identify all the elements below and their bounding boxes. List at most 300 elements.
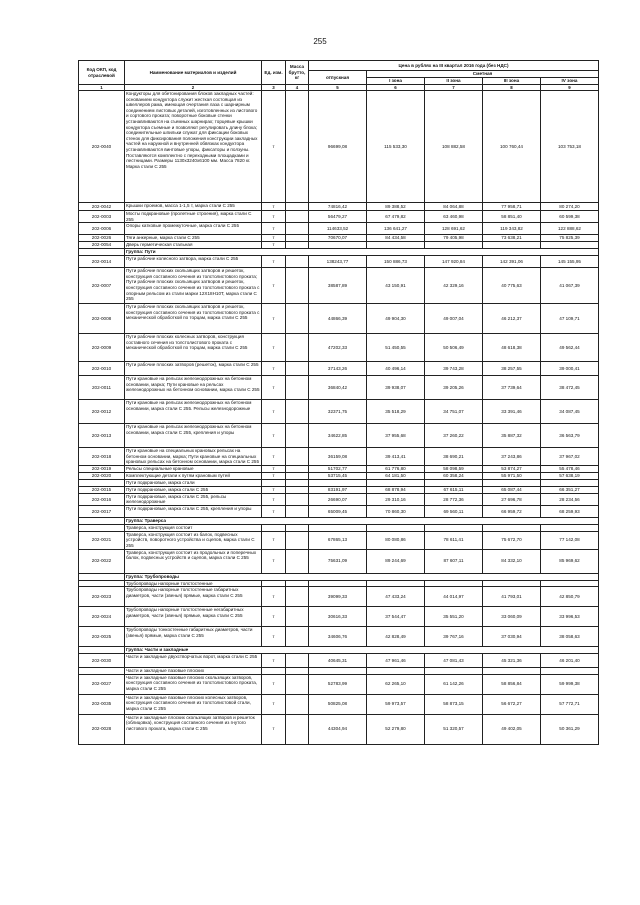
code-cell: 202-0054: [79, 242, 125, 249]
mass-cell: [286, 211, 309, 223]
zone-2-price-cell: [425, 242, 483, 249]
table-body: [79, 91, 599, 745]
release-price-cell: 40645,31: [309, 654, 367, 668]
zone-3-price-cell: 73 638,21: [483, 235, 541, 242]
table-row: [79, 549, 599, 573]
zone-4-price-cell: 38 058,63: [541, 627, 599, 647]
mass-cell: [286, 91, 309, 203]
col-number: 5: [309, 85, 367, 91]
header-delivery: Сметная: [367, 71, 599, 78]
zone-4-price-cell: [541, 480, 599, 487]
zone-4-price-cell: 50 361,29: [541, 714, 599, 744]
page-number: 255: [313, 37, 327, 46]
zone-2-price-cell: 108 882,58: [425, 91, 483, 203]
zone-2-price-cell: [425, 668, 483, 675]
mass-cell: [286, 268, 309, 304]
table-row: [79, 473, 599, 480]
zone-4-price-cell: 38 472,45: [541, 376, 599, 400]
zone-4-price-cell: [541, 668, 599, 675]
zone-1-price-cell: 136 641,27: [367, 223, 425, 235]
zone-1-price-cell: 80 080,86: [367, 531, 425, 549]
table-row: [79, 587, 599, 607]
mass-cell: [286, 654, 309, 668]
name-cell: Части и закладные плоских скользящих затворов и решеток (облицовка), конструкция составного сечения из гнутого листового проката, марка стали С 255: [125, 714, 262, 744]
mass-cell: [286, 376, 309, 400]
group-code-cell: [79, 647, 125, 654]
unit-cell: т: [262, 91, 286, 203]
mass-cell: [286, 448, 309, 466]
zone-2-price-cell: 79 405,98: [425, 235, 483, 242]
name-cell: Рельсы специальные крановые: [125, 466, 262, 473]
name-cell: Трубопроводы тонкостенные габаритных диаметров, части (звенья) прямые, марка стали С 255: [125, 627, 262, 647]
zone-3-price-cell: [483, 668, 541, 675]
header-release: отпускная: [309, 71, 367, 85]
zone-1-price-cell: 59 973,57: [367, 694, 425, 714]
unit-cell: т: [262, 627, 286, 647]
code-cell: [79, 668, 125, 675]
mass-cell: [286, 223, 309, 235]
release-price-cell: 56479,27: [309, 211, 367, 223]
code-cell: 202-0009: [79, 334, 125, 362]
release-price-cell: 50825,08: [309, 694, 367, 714]
release-price-cell: 38587,89: [309, 268, 367, 304]
table-row: [79, 580, 599, 587]
name-cell: Пути подкрановые, марка стали С 255, крепления и упоры: [125, 505, 262, 517]
mass-cell: [286, 400, 309, 424]
unit-cell: т: [262, 466, 286, 473]
zone-1-price-cell: 43 150,91: [367, 268, 425, 304]
zone-4-price-cell: 33 996,53: [541, 607, 599, 627]
zone-1-price-cell: [367, 580, 425, 587]
zone-2-price-cell: [425, 524, 483, 531]
name-cell: Трубопроводы напорные толстостенные негабаритных диаметров, части (звенья) прямые, марка стали С 255: [125, 607, 262, 627]
code-cell: 202-0024: [79, 607, 125, 627]
name-cell: Пути рабочие плоских колесных затворов, конструкция составного сечения из толстолистового проката с механической обработкой по торцам, марка стали С 255: [125, 334, 262, 362]
zone-3-price-cell: 35 887,32: [483, 424, 541, 448]
mass-cell: [286, 580, 309, 587]
name-cell: Части и закладные пазовые плоских колесных затворов, конструкция составного сечения из толстолистовой стали, марка стали С 255: [125, 694, 262, 714]
unit-cell: т: [262, 714, 286, 744]
unit-cell: т: [262, 242, 286, 249]
zone-1-price-cell: 40 496,14: [367, 362, 425, 376]
unit-cell: т: [262, 505, 286, 517]
code-cell: 202-0022: [79, 549, 125, 573]
table-row: [79, 334, 599, 362]
zone-2-price-cell: 42 329,16: [425, 268, 483, 304]
name-cell: Пути крановые на рельсах железнодорожных на бетонном основании, марка стали С 255, крепления и упоры: [125, 424, 262, 448]
code-cell: 202-0017: [79, 505, 125, 517]
zone-4-price-cell: [541, 580, 599, 587]
name-cell: Пути крановые на рельсах железнодорожных на бетонном основании, марка стали С 255. Рельсы железнодорожные: [125, 400, 262, 424]
release-price-cell: 34622,85: [309, 424, 367, 448]
unit-cell: [262, 480, 286, 487]
zone-1-price-cell: 47 433,24: [367, 587, 425, 607]
zone-1-price-cell: 49 904,30: [367, 304, 425, 334]
mass-cell: [286, 505, 309, 517]
unit-cell: [262, 524, 286, 531]
zone-1-price-cell: 64 181,50: [367, 473, 425, 480]
code-cell: 202-0042: [79, 203, 125, 211]
zone-4-price-cell: 75 825,39: [541, 235, 599, 242]
zone-3-price-cell: 45 321,36: [483, 654, 541, 668]
release-price-cell: [309, 480, 367, 487]
group-code-cell: [79, 573, 125, 580]
name-cell: Траверса, конструкция состоит: [125, 524, 262, 531]
mass-cell: [286, 486, 309, 493]
zone-2-price-cell: 58 098,59: [425, 466, 483, 473]
release-price-cell: 74816,42: [309, 203, 367, 211]
table-row: [79, 424, 599, 448]
zone-3-price-cell: 33 060,09: [483, 607, 541, 627]
unit-cell: т: [262, 235, 286, 242]
release-price-cell: 75631,09: [309, 549, 367, 573]
zone-4-price-cell: [541, 242, 599, 249]
release-price-cell: 34606,76: [309, 627, 367, 647]
zone-4-price-cell: 68 259,93: [541, 505, 599, 517]
zone-4-price-cell: 36 563,79: [541, 424, 599, 448]
name-cell: Пути крановые на рельсах железнодорожных на бетонном основании, марка; Пути крановые на рельсах железнодорожных на бетонном основании, марка стали С 255: [125, 376, 262, 400]
mass-cell: [286, 493, 309, 505]
mass-cell: [286, 242, 309, 249]
zone-2-price-cell: [425, 580, 483, 587]
unit-cell: т: [262, 549, 286, 573]
code-cell: 202-0018: [79, 448, 125, 466]
zone-3-price-cell: 27 696,78: [483, 493, 541, 505]
zone-1-price-cell: 39 413,41: [367, 448, 425, 466]
zone-2-price-cell: 49 007,04: [425, 304, 483, 334]
zone-3-price-cell: 100 760,44: [483, 91, 541, 203]
name-cell: Части и закладные пазовые плоских скользящих затворов, конструкция составного сечения из толстолистового проката, марка стали С 255: [125, 674, 262, 694]
header-zone-1: I зона: [367, 78, 425, 85]
zone-1-price-cell: 89 244,69: [367, 549, 425, 573]
zone-4-price-cell: 77 142,08: [541, 531, 599, 549]
zone-1-price-cell: 115 533,30: [367, 91, 425, 203]
zone-3-price-cell: 41 793,01: [483, 587, 541, 607]
mass-cell: [286, 334, 309, 362]
zone-2-price-cell: 47 081,43: [425, 654, 483, 668]
release-price-cell: 37143,26: [309, 362, 367, 376]
code-cell: [79, 480, 125, 487]
unit-cell: т: [262, 654, 286, 668]
zone-1-price-cell: 150 886,73: [367, 256, 425, 268]
mass-cell: [286, 668, 309, 675]
name-cell: Тяги анкерные, марка стали С 255: [125, 235, 262, 242]
header-mass: Масса брутто, кг: [286, 61, 309, 85]
col-number: 8: [483, 85, 541, 91]
table-row: [79, 714, 599, 744]
release-price-cell: 96699,08: [309, 91, 367, 203]
group-code-cell: [79, 249, 125, 256]
table-row: [79, 674, 599, 694]
unit-cell: т: [262, 448, 286, 466]
release-price-cell: 47202,33: [309, 334, 367, 362]
unit-cell: т: [262, 256, 286, 268]
header-zone-4: IV зона: [541, 78, 599, 85]
release-price-cell: 114633,52: [309, 223, 367, 235]
code-cell: 202-0006: [79, 223, 125, 235]
table-row: [79, 654, 599, 668]
mass-cell: [286, 256, 309, 268]
unit-cell: [262, 580, 286, 587]
code-cell: 202-0028: [79, 714, 125, 744]
code-cell: 202-0010: [79, 362, 125, 376]
zone-2-price-cell: 69 560,11: [425, 505, 483, 517]
name-cell: Дверь герметическая стальная: [125, 242, 262, 249]
table-row: [79, 480, 599, 487]
header-code: Код ОКП, код отраслевой: [79, 61, 125, 85]
release-price-cell: [309, 668, 367, 675]
zone-4-price-cell: 41 067,39: [541, 268, 599, 304]
unit-cell: т: [262, 268, 286, 304]
unit-cell: т: [262, 587, 286, 607]
name-cell: Пути подкрановые, марка стали С 255: [125, 486, 262, 493]
release-price-cell: 30616,33: [309, 607, 367, 627]
name-cell: Пути подкрановые, марка стали: [125, 480, 262, 487]
table-row: [79, 223, 599, 235]
zone-2-price-cell: 50 506,49: [425, 334, 483, 362]
table-row: [79, 268, 599, 304]
name-cell: Части и закладные двухстворчатых ворот, марка стали С 255: [125, 654, 262, 668]
table-row: [79, 694, 599, 714]
table-row: [79, 524, 599, 531]
table-row: [79, 242, 599, 249]
mass-cell: [286, 466, 309, 473]
name-cell: Пути крановые на специальных крановых рельсах на бетонном основании, марка; Пути крановые на специальных крановых рельсах на бетонном основании, марка стали С 255: [125, 448, 262, 466]
mass-cell: [286, 531, 309, 549]
header-zone-3: III зона: [483, 78, 541, 85]
zone-3-price-cell: 56 672,27: [483, 694, 541, 714]
zone-1-price-cell: 37 544,47: [367, 607, 425, 627]
zone-4-price-cell: 57 638,19: [541, 473, 599, 480]
zone-2-price-cell: [425, 480, 483, 487]
name-cell: Пути подкрановые, марка стали С 255, рельсы железнодорожные: [125, 493, 262, 505]
col-number: 2: [125, 85, 262, 91]
zone-4-price-cell: 103 753,18: [541, 91, 599, 203]
header-zone-2: II зона: [425, 78, 483, 85]
zone-3-price-cell: 40 775,63: [483, 268, 541, 304]
zone-3-price-cell: 38 257,55: [483, 362, 541, 376]
code-cell: [79, 524, 125, 531]
group-title: Группа: Пути: [125, 249, 599, 256]
zone-1-price-cell: [367, 480, 425, 487]
zone-4-price-cell: 46 201,40: [541, 654, 599, 668]
release-price-cell: 36840,42: [309, 376, 367, 400]
code-cell: [79, 580, 125, 587]
code-cell: 202-0040: [79, 91, 125, 203]
unit-cell: т: [262, 400, 286, 424]
header-name: Наименование материалов и изделий: [125, 61, 262, 85]
name-cell: Траверса, конструкция состоит из балок, подвесных устройств, поворотного устройства и сцепов, марка стали С 255: [125, 531, 262, 549]
table-row: [79, 466, 599, 473]
code-cell: 202-0025: [79, 627, 125, 647]
zone-4-price-cell: 37 967,02: [541, 448, 599, 466]
mass-cell: [286, 480, 309, 487]
group-title: Группа: Трубопроводы: [125, 573, 599, 580]
zone-3-price-cell: 142 391,06: [483, 256, 541, 268]
zone-2-price-cell: 78 611,41: [425, 531, 483, 549]
table-row: [79, 627, 599, 647]
table-row: [79, 256, 599, 268]
header-price-caption: Цена в рублях на III квартал 2016 года (без НДС): [309, 61, 599, 71]
zone-4-price-cell: [541, 524, 599, 531]
zone-4-price-cell: 57 772,71: [541, 694, 599, 714]
code-cell: 202-0016: [79, 493, 125, 505]
table-row: [79, 400, 599, 424]
code-cell: 202-0008: [79, 304, 125, 334]
zone-1-price-cell: 70 860,30: [367, 505, 425, 517]
zone-2-price-cell: 84 064,88: [425, 203, 483, 211]
zone-2-price-cell: 63 460,98: [425, 211, 483, 223]
mass-cell: [286, 587, 309, 607]
col-number: 3: [262, 85, 286, 91]
zone-4-price-cell: 80 274,20: [541, 203, 599, 211]
release-price-cell: 39099,33: [309, 587, 367, 607]
unit-cell: т: [262, 304, 286, 334]
zone-4-price-cell: 47 109,71: [541, 304, 599, 334]
release-price-cell: 32371,75: [309, 400, 367, 424]
name-cell: Пути рабочие плоских скользящих затворов и решеток, конструкция составного сечения из толстолистового проката; Пути рабочие плоских скользящих затворов и решеток, конструкция составного сечения из толстолистового проката с опорным рельсом из стали марки 12Х18Н10Т, марка стали С 255: [125, 268, 262, 304]
zone-1-price-cell: 89 388,52: [367, 203, 425, 211]
mass-cell: [286, 627, 309, 647]
zone-1-price-cell: 67 479,82: [367, 211, 425, 223]
release-price-cell: [309, 524, 367, 531]
mass-cell: [286, 549, 309, 573]
header-unit: Ед. изм.: [262, 61, 286, 85]
mass-cell: [286, 304, 309, 334]
zone-2-price-cell: 35 551,20: [425, 607, 483, 627]
zone-1-price-cell: 62 265,10: [367, 674, 425, 694]
code-cell: 202-0003: [79, 211, 125, 223]
mass-cell: [286, 424, 309, 448]
code-cell: 202-0026: [79, 235, 125, 242]
table-row: [79, 203, 599, 211]
zone-3-price-cell: 55 971,50: [483, 473, 541, 480]
table-row: [79, 376, 599, 400]
col-number: 4: [286, 85, 309, 91]
zone-2-price-cell: 128 691,62: [425, 223, 483, 235]
release-price-cell: 83191,97: [309, 486, 367, 493]
zone-3-price-cell: 37 243,86: [483, 448, 541, 466]
zone-3-price-cell: [483, 242, 541, 249]
release-price-cell: 67865,13: [309, 531, 367, 549]
group-title: Группа: Части и закладные: [125, 647, 599, 654]
mass-cell: [286, 674, 309, 694]
release-price-cell: 26690,07: [309, 493, 367, 505]
unit-cell: т: [262, 362, 286, 376]
zone-4-price-cell: 66 351,27: [541, 486, 599, 493]
release-price-cell: 44866,39: [309, 304, 367, 334]
zone-1-price-cell: 61 776,80: [367, 466, 425, 473]
zone-1-price-cell: [367, 668, 425, 675]
zone-1-price-cell: 29 310,16: [367, 493, 425, 505]
zone-4-price-cell: 49 562,44: [541, 334, 599, 362]
release-price-cell: 36159,08: [309, 448, 367, 466]
code-cell: 202-0027: [79, 674, 125, 694]
col-number: 6: [367, 85, 425, 91]
group-row: [79, 647, 599, 654]
mass-cell: [286, 607, 309, 627]
table-row: [79, 235, 599, 242]
release-price-cell: [309, 242, 367, 249]
zone-3-price-cell: [483, 480, 541, 487]
mass-cell: [286, 694, 309, 714]
code-cell: 202-0013: [79, 424, 125, 448]
zone-2-price-cell: 147 920,84: [425, 256, 483, 268]
mass-cell: [286, 714, 309, 744]
group-code-cell: [79, 517, 125, 524]
zone-3-price-cell: 33 391,46: [483, 400, 541, 424]
release-price-cell: 138243,77: [309, 256, 367, 268]
zone-3-price-cell: 37 739,64: [483, 376, 541, 400]
release-price-cell: 65009,45: [309, 505, 367, 517]
mass-cell: [286, 203, 309, 211]
table-row: [79, 531, 599, 549]
zone-1-price-cell: 42 828,49: [367, 627, 425, 647]
zone-2-price-cell: 38 690,21: [425, 448, 483, 466]
mass-cell: [286, 362, 309, 376]
zone-3-price-cell: [483, 524, 541, 531]
unit-cell: т: [262, 607, 286, 627]
release-price-cell: [309, 580, 367, 587]
unit-cell: т: [262, 203, 286, 211]
zone-4-price-cell: 55 478,46: [541, 466, 599, 473]
unit-cell: т: [262, 473, 286, 480]
name-cell: Траверса, конструкция состоит из продольных и поперечных балок, подвесных устройств и сцепов, марка стали С 255: [125, 549, 262, 573]
table-row: [79, 607, 599, 627]
zone-2-price-cell: 87 607,11: [425, 549, 483, 573]
table-row: [79, 668, 599, 675]
zone-4-price-cell: 85 969,62: [541, 549, 599, 573]
name-cell: Кондукторы для обетонирования блоков закладных частей: основанием кондуктора служит жесткая состоящая из швеллеров рама, имеющая очертания лаза с шарнирным соединением листовых деталей, изготовленных из листового и сортового проката; поворотные боковые стенки устанавливаются на съемных шарнирах; торцевые крышки кондуктора съемные и позволяют регулировать длину блока; соединительные шпильки служат для фиксации боковых стенок для фиксирования положения конструкции закладных частей на наружной и внутренней обвязках кондуктора устанавливаются винтовые упоры, фиксаторы и ползуны. Поставляются комплектно с переходными площадками и лестницами. Размеры 1130x3240x6100 мм. Масса 7820 кг. Марка стали С 255: [125, 91, 262, 203]
code-cell: 202-0012: [79, 400, 125, 424]
mass-cell: [286, 473, 309, 480]
name-cell: Трубопроводы напорные толстостенные: [125, 580, 262, 587]
name-cell: Мосты подкрановые (пролетные строения), марка стали С 255: [125, 211, 262, 223]
name-cell: Опоры катковые промежуточные, марка стали С 255: [125, 223, 262, 235]
table-row: [79, 486, 599, 493]
zone-3-price-cell: 48 618,38: [483, 334, 541, 362]
code-cell: 202-0030: [79, 654, 125, 668]
zone-3-price-cell: 46 212,37: [483, 304, 541, 334]
group-title: Группа: Траверса: [125, 517, 599, 524]
release-price-cell: 52783,99: [309, 674, 367, 694]
zone-4-price-cell: 145 155,95: [541, 256, 599, 268]
zone-2-price-cell: 34 751,07: [425, 400, 483, 424]
col-number: 9: [541, 85, 599, 91]
table-row: [79, 362, 599, 376]
zone-1-price-cell: 52 279,80: [367, 714, 425, 744]
unit-cell: т: [262, 493, 286, 505]
zone-2-price-cell: 67 615,11: [425, 486, 483, 493]
release-price-cell: 53715,45: [309, 473, 367, 480]
code-cell: 202-0015: [79, 486, 125, 493]
zone-3-price-cell: 84 332,10: [483, 549, 541, 573]
zone-2-price-cell: 28 772,36: [425, 493, 483, 505]
zone-1-price-cell: 39 938,07: [367, 376, 425, 400]
zone-4-price-cell: 42 850,79: [541, 587, 599, 607]
zone-3-price-cell: 49 402,05: [483, 714, 541, 744]
table-row: [79, 304, 599, 334]
zone-2-price-cell: 39 767,16: [425, 627, 483, 647]
mass-cell: [286, 235, 309, 242]
zone-2-price-cell: 60 358,24: [425, 473, 483, 480]
zone-4-price-cell: 60 599,38: [541, 211, 599, 223]
zone-2-price-cell: 39 205,26: [425, 376, 483, 400]
code-cell: 202-0011: [79, 376, 125, 400]
group-row: [79, 249, 599, 256]
name-cell: Комплектующие детали к путям крановым путей: [125, 473, 262, 480]
zone-4-price-cell: 59 999,38: [541, 674, 599, 694]
